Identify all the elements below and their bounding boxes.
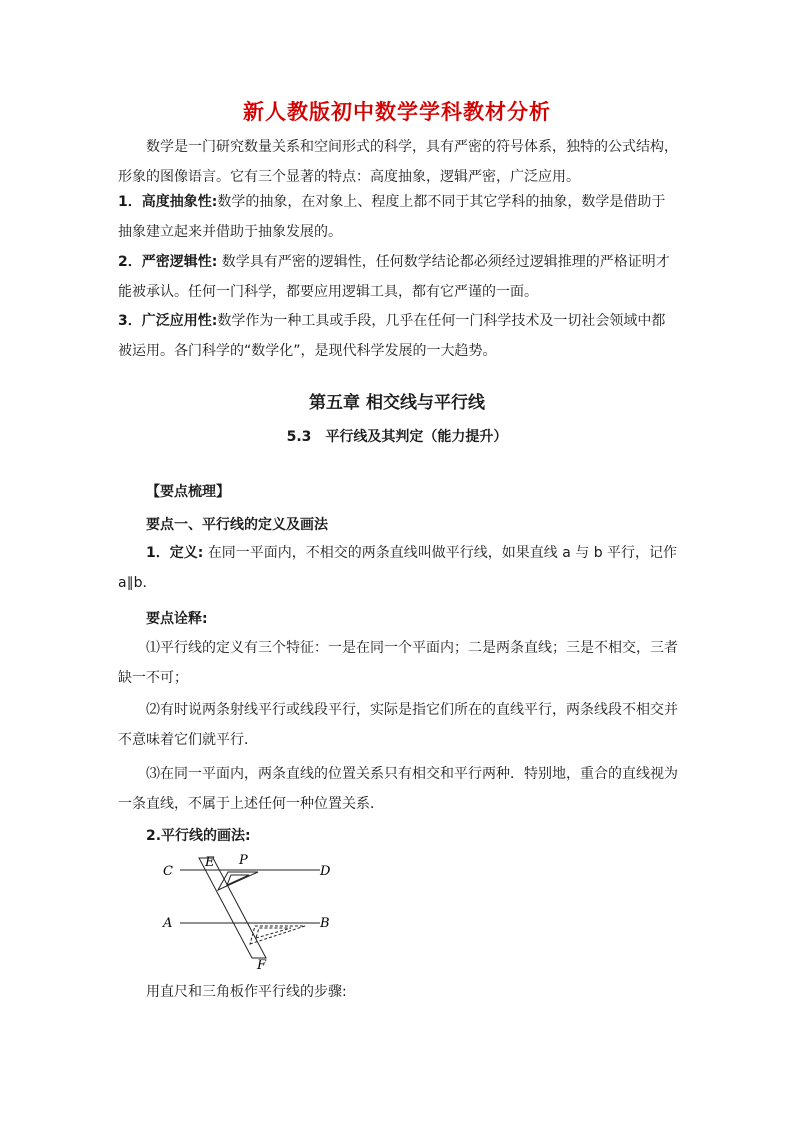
label-p: P [239,853,248,868]
summary-heading: 【要点梳理】 [146,484,230,500]
definition-paragraph [118,538,678,598]
label-b: B [320,916,330,931]
feature-label: 3．广泛应用性: [118,313,218,329]
chapter-title: 第五章 相交线与平行线 [309,393,485,413]
steps-intro: 用直尺和三角板作平行线的步骤: [146,984,347,1000]
feature-item-application [118,306,678,366]
feature-item-abstraction [118,187,678,247]
label-a: A [163,916,173,931]
explain-heading: 要点诠释: [146,611,208,627]
set-square-lower-inner [256,928,291,938]
set-square-lower [250,926,305,944]
feature-text: 数学的抽象，在对象上、程度上都不同于其它学科的抽象，数学是借助于抽象建立起来并借助于抽象发展的。 [118,194,666,240]
set-square-upper-inner [227,875,249,885]
note-item: ⑴平行线的定义有三个特征：一是在同一个平面内；二是两条直线；三是不相交，三者缺一不可； [118,640,678,686]
feature-label: 2．严密逻辑性: [118,254,218,270]
parallel-line-construction-figure [155,850,345,975]
note-item: ⑵有时说两条射线平行或线段平行，实际是指它们所在的直线平行，两条线段不相交并不意味着它们就平行． [118,702,678,748]
definition-label: 1．定义: [146,545,204,561]
intro-paragraph: 数学是一门研究数量关系和空间形式的科学，具有严密的符号体系，独特的公式结构，形象的图像语言。它有三个显著的特点：高度抽象，逻辑严密，广泛应用。 [118,139,678,185]
label-c: C [163,864,173,879]
point1-heading: 要点一、平行线的定义及画法 [146,517,328,533]
label-d: D [320,864,331,879]
feature-text: 数学作为一种工具或手段，几乎在任何一门科学技术及一切社会领域中都被运用。各门科学的“数学化”，是现代科学发展的一大趋势。 [118,313,666,359]
note-item: ⑶在同一平面内，两条直线的位置关系只有相交和平行两种．特别地，重合的直线视为一条直线，不属于上述任何一种位置关系． [118,766,678,812]
label-f: F [257,958,267,973]
label-e: E [205,855,215,870]
feature-item-logic [118,247,678,307]
section-title: 5.3 平行线及其判定（能力提升） [286,429,508,445]
feature-label: 1．高度抽象性: [118,194,218,210]
document-title: 新人教版初中数学学科教材分析 [243,100,551,124]
drawing-heading: 2.平行线的画法: [146,828,251,844]
feature-text: 数学具有严密的逻辑性，任何数学结论都必须经过逻辑推理的严格证明才能被承认。任何一门科学，都要应用逻辑工具，都有它严谨的一面。 [118,254,670,300]
definition-text: 在同一平面内，不相交的两条直线叫做平行线，如果直线 a 与 b 平行，记作 a∥b． [118,545,678,591]
